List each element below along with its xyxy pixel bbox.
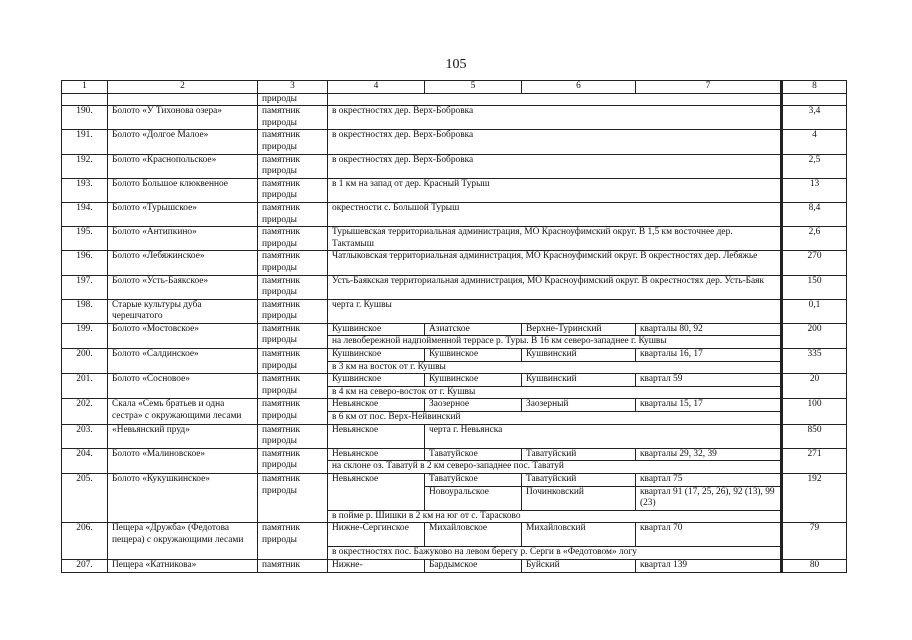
municipality-cell: Кушвинское [328, 349, 425, 362]
forestry-cell: Михайловское [425, 523, 522, 547]
area-cell: 20 [782, 374, 847, 399]
column-header: 5 [425, 81, 522, 94]
district-cell: Верхне-Туринский [522, 323, 636, 336]
area-cell: 192 [782, 474, 847, 523]
municipality-cell: Нижне- [328, 559, 425, 572]
location-cell: в 3 км на восток от г. Кушвы [328, 361, 782, 374]
area-cell: 2,5 [782, 154, 847, 178]
column-header: 4 [328, 81, 425, 94]
table-row [62, 275, 847, 299]
category-cell: памятник природы [258, 399, 328, 424]
location-cell: в окрестностях пос. Бажуково на левом берегу р. Серги в «Федотовом» логу [328, 547, 782, 560]
category-cell: памятник природы [258, 130, 328, 154]
municipality-cell: Кушвинское [328, 323, 425, 336]
area-cell: 4 [782, 130, 847, 154]
quarters-cell: квартал 91 (17, 25, 26), 92 (13), 99 (23) [636, 486, 782, 510]
location-cell: Чатлыковская территориальная администрация, МО Красноуфимский округ. В окрестностях дер. Лебяжье [328, 251, 782, 275]
forestry-cell: Таватуйское [425, 474, 522, 487]
area-cell: 79 [782, 523, 847, 560]
area-cell: 100 [782, 399, 847, 424]
protected-areas-table [61, 80, 847, 573]
object-name: Болото «Долгое Малое» [108, 130, 258, 154]
table-row [62, 474, 847, 487]
area-cell: 270 [782, 251, 847, 275]
category-cell: памятник природы [258, 251, 328, 275]
category-cell: памятник природы [258, 448, 328, 473]
category-cell: памятник [258, 559, 328, 572]
forestry-cell: Азиатское [425, 323, 522, 336]
area-cell: 150 [782, 275, 847, 299]
area-cell: 200 [782, 323, 847, 348]
object-name: Скала «Семь братьев и одна сестра» с окружающими лесами [108, 399, 258, 424]
municipality-cell: Невьянское [328, 424, 425, 448]
column-header: 8 [782, 81, 847, 94]
column-header: 1 [62, 81, 108, 94]
area-cell: 13 [782, 178, 847, 202]
table-row [62, 424, 847, 448]
object-name: Пещера «Катникова» [108, 559, 258, 572]
category-cell: памятник природы [258, 323, 328, 348]
table-row [62, 106, 847, 130]
column-header-row [62, 81, 847, 94]
continuation-row [62, 93, 847, 106]
location-cell: на склоне оз. Таватуй в 2 км северо-западнее пос. Таватуй [328, 461, 782, 474]
column-header: 2 [108, 81, 258, 94]
category-cell: памятник природы [258, 106, 328, 130]
table-row [62, 323, 847, 336]
object-name: Болото «Усть-Баякское» [108, 275, 258, 299]
row-number: 195. [62, 227, 108, 251]
district-cell: Кушвинский [522, 374, 636, 387]
row-number: 190. [62, 106, 108, 130]
area-cell: 8,4 [782, 202, 847, 226]
quarters-cell: квартал 139 [636, 559, 782, 572]
category-cell: памятник природы [258, 374, 328, 399]
object-name: Болото «Краснопольское» [108, 154, 258, 178]
forestry-cell: Заозерное [425, 399, 522, 412]
municipality-cell: Нижне-Сергинское [328, 523, 425, 547]
table-row [62, 251, 847, 275]
table-row [62, 299, 847, 323]
category-cell: памятник природы [258, 178, 328, 202]
forestry-cell: Бардымское [425, 559, 522, 572]
area-cell: 2,6 [782, 227, 847, 251]
forestry-cell: Таватуйское [425, 448, 522, 461]
column-header: 6 [522, 81, 636, 94]
column-header: 7 [636, 81, 782, 94]
area-cell: 0,1 [782, 299, 847, 323]
row-number: 204. [62, 448, 108, 473]
object-name: Болото «Салдинское» [108, 349, 258, 374]
district-cell: Буйский [522, 559, 636, 572]
quarters-cell: кварталы 15, 17 [636, 399, 782, 412]
location-cell: в 1 км на запад от дер. Красный Турыш [328, 178, 782, 202]
location-cell: в 4 км на северо-восток от г. Кушвы [328, 386, 782, 399]
row-number: 197. [62, 275, 108, 299]
category-cell: памятник природы [258, 474, 328, 523]
row-number: 206. [62, 523, 108, 560]
table-row [62, 448, 847, 461]
row-number: 202. [62, 399, 108, 424]
category-cell: памятник природы [258, 227, 328, 251]
district-cell: Заозерный [522, 399, 636, 412]
municipality-cell: Невьянское [328, 448, 425, 461]
municipality-cell: Невьянское [328, 399, 425, 412]
object-name: Болото «Турышское» [108, 202, 258, 226]
row-number: 205. [62, 474, 108, 523]
area-cell: 271 [782, 448, 847, 473]
row-number: 201. [62, 374, 108, 399]
row-number: 207. [62, 559, 108, 572]
column-header: 3 [258, 81, 328, 94]
row-number: 191. [62, 130, 108, 154]
table-row [62, 399, 847, 412]
table-row [62, 130, 847, 154]
table-row [62, 178, 847, 202]
forestry-cell: Кушвинское [425, 349, 522, 362]
table-row [62, 349, 847, 362]
object-name: Болото «Сосновое» [108, 374, 258, 399]
table-row [62, 559, 847, 572]
row-number: 198. [62, 299, 108, 323]
category-cell: памятник природы [258, 523, 328, 560]
quarters-cell: квартал 70 [636, 523, 782, 547]
forestry-cell: Кушвинское [425, 374, 522, 387]
category-cell: памятник природы [258, 202, 328, 226]
municipality-cell: Кушвинское [328, 374, 425, 387]
location-cell: черта г. Невьянска [425, 424, 782, 448]
object-name: Болото «Мостовское» [108, 323, 258, 348]
object-name: Болото «Антипкино» [108, 227, 258, 251]
quarters-cell: кварталы 80, 92 [636, 323, 782, 336]
location-cell: в 6 км от пос. Верх-Нейвинский [328, 412, 782, 425]
district-cell: Таватуйский [522, 474, 636, 487]
forestry-cell: Новоуральское [425, 486, 522, 510]
object-name: Пещера «Дружба» (Федотова пещера) с окружающими лесами [108, 523, 258, 560]
table-row [62, 374, 847, 387]
quarters-cell: квартал 75 [636, 474, 782, 487]
table-row [62, 523, 847, 547]
row-number: 192. [62, 154, 108, 178]
category-cell: памятник природы [258, 275, 328, 299]
object-name: Болото «Лебяжинское» [108, 251, 258, 275]
quarters-cell: кварталы 29, 32, 39 [636, 448, 782, 461]
object-name: Болото «У Тихонова озера» [108, 106, 258, 130]
category-cell: памятник природы [258, 154, 328, 178]
category-cell: памятник природы [258, 424, 328, 448]
location-cell: в пойме р. Шишки в 2 км на юг от с. Тарасково [328, 510, 782, 523]
area-cell: 80 [782, 559, 847, 572]
object-name: Болото «Малиновское» [108, 448, 258, 473]
object-name: Болото «Кукушкинское» [108, 474, 258, 523]
page-number: 105 [445, 57, 467, 72]
location-cell: черта г. Кушвы [328, 299, 782, 323]
location-cell: Турышевская территориальная администрация, МО Красноуфимский округ. В 1,5 км восточнее дер. Тактамыш [328, 227, 782, 251]
area-cell: 335 [782, 349, 847, 374]
table-row [62, 227, 847, 251]
district-cell: Починковский [522, 486, 636, 510]
location-cell: Усть-Баякская территориальная администрация, МО Красноуфимский округ. В окрестностях дер. Усть-Баяк [328, 275, 782, 299]
quarters-cell: кварталы 16, 17 [636, 349, 782, 362]
category-cell: природы [258, 93, 328, 106]
row-number: 194. [62, 202, 108, 226]
quarters-cell: квартал 59 [636, 374, 782, 387]
area-cell: 850 [782, 424, 847, 448]
category-cell: памятник природы [258, 349, 328, 374]
location-cell: в окрестностях дер. Верх-Бобровка [328, 130, 782, 154]
row-number: 200. [62, 349, 108, 374]
row-number: 203. [62, 424, 108, 448]
table-row [62, 154, 847, 178]
object-name: «Невьянский пруд» [108, 424, 258, 448]
district-cell: Таватуйский [522, 448, 636, 461]
area-cell: 3,4 [782, 106, 847, 130]
category-cell: памятник природы [258, 299, 328, 323]
row-number: 196. [62, 251, 108, 275]
municipality-cell: Невьянское [328, 474, 425, 511]
table-row [62, 202, 847, 226]
row-number: 199. [62, 323, 108, 348]
object-name: Болото Большое клюквенное [108, 178, 258, 202]
location-cell: окрестности с. Большой Турыш [328, 202, 782, 226]
district-cell: Михайловский [522, 523, 636, 547]
location-cell: в окрестностях дер. Верх-Бобровка [328, 106, 782, 130]
location-cell: в окрестностях дер. Верх-Бобровка [328, 154, 782, 178]
row-number: 193. [62, 178, 108, 202]
location-cell: на левобережной надпойменной террасе р. Туры. В 16 км северо-западнее г. Кушвы [328, 336, 782, 349]
object-name: Старые культуры дуба черешчатого [108, 299, 258, 323]
district-cell: Кушвинский [522, 349, 636, 362]
